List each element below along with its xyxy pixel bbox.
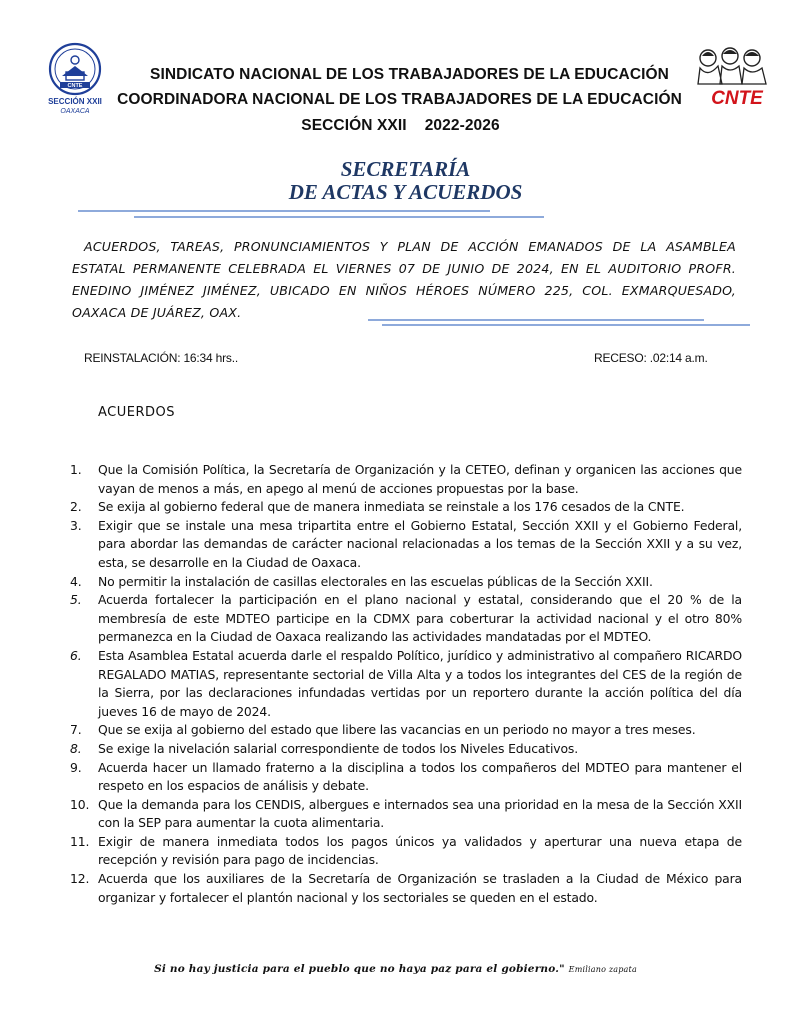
agreement-text: Se exige la nivelación salarial correspondiente de todos los Niveles Educativos. [98,740,579,756]
agreement-text: Que la Comisión Política, la Secretaría de Organización y la CETEO, definan y organicen las acciones que vayan de menos a más, en apego al menú de acciones propuestas por la base. [98,462,742,496]
agreement-number: 7. [70,722,82,738]
agreement-item [70,833,742,870]
agreement-item [70,517,742,573]
section-label: SECCIÓN XXII [301,117,407,134]
assembly-agreement-title [72,236,736,324]
title-divider-upper [78,210,490,212]
footer-quote [0,963,791,975]
title-divider-lower [134,216,544,218]
coordinadora-name: COORDINADORA NACIONAL DE LOS TRABAJADORES DE LA EDUCACIÓN [117,91,682,108]
logo-section-text: SECCIÓN XXII [48,97,102,106]
agreement-item [70,647,742,721]
agreement-item [70,591,742,647]
agreement-number: 3. [70,517,82,533]
agreement-item [70,870,742,907]
section-period-line [0,117,791,135]
quote-author: Emiliano zapata [568,965,637,974]
cnte-logo-text: CNTE [711,88,763,106]
agreement-number: 10. [70,796,90,812]
agreement-text: Exigir de manera inmediata todos los pagos únicos ya validados y aperturar una nueva etapa de recepción y revisión para pago de incidencias. [98,833,742,868]
agreement-text: Acuerda fortalecer la participación en el plano nacional y estatal, considerando que el 20 % de la membresía de este MDTEO participe en la CDMX para coberturar la actividad nacional y el otro 80% permanezca en la Ciudad de Oaxaca realizando las actividades mandatadas por el MDTEO. [98,592,742,645]
intro-divider-upper [368,319,704,321]
agreement-item [70,573,742,592]
reinstatement-time: REINSTALACIÓN: 16:34 hrs.. [84,351,238,365]
agreement-text: Que la demanda para los CENDIS, albergues e internados sea una prioridad en la mesa de la Sección XXII con la SEP para aumentar la cuota alimentaria. [98,796,742,831]
agreement-text: Que se exija al gobierno del estado que libere las vacancias en un periodo no mayor a tres meses. [98,722,696,738]
agreement-text: Se exija al gobierno federal que de manera inmediata se reinstale a los 176 cesados de la CNTE. [98,499,685,515]
agreement-number: 9. [70,759,82,775]
agreement-item [70,796,742,833]
agreement-number: 8. [70,740,82,756]
agreement-item [70,461,742,498]
agreement-item [70,740,742,759]
agreement-text: Acuerda hacer un llamado fraterno a la disciplina a todos los compañeros del MDTEO para mantener el respeto en los espacios de análisis y debate. [98,759,742,794]
recess-time: RECESO: .02:14 a.m. [594,351,708,365]
agreement-text: Exigir que se instale una mesa tripartita entre el Gobierno Estatal, Sección XXII y el Gobierno Federal, para abordar las demandas de carácter nacional relacionadas a los temas de la Sección XXII y a su vez, esta, se desarrolle en la Ciudad de Oaxaca. [98,517,742,570]
secretaria-subtitle: DE ACTAS Y ACUERDOS [288,180,523,204]
agreement-text: Esta Asamblea Estatal acuerda darle el respaldo Político, jurídico y administrativo al compañero RICARDO REGALADO MATIAS, representante sectorial de Villa Alta y a todos los integrantes del CES de la región de la Sierra, por las declaraciones infundadas vertidas por un reportero durante la acción política del día jueves 16 de mayo de 2024. [98,647,742,719]
agreement-number: 6. [70,647,82,663]
agreement-item [70,498,742,517]
agreement-number: 5. [70,592,82,608]
intro-divider-lower [382,324,750,326]
period-label: 2022-2026 [424,117,500,134]
secretaria-title: SECRETARÍA [340,157,471,181]
agreement-text: No permitir la instalación de casillas electorales en las escuelas públicas de la Sección XXII. [98,573,653,589]
agreement-number: 11. [70,833,90,849]
quote-text: Si no hay justicia para el pueblo que no haya paz para el gobierno." [154,963,565,975]
agreements-heading: ACUERDOS [98,405,175,420]
agreements-list [70,461,742,907]
agreement-number: 12. [70,871,90,887]
assembly-agreement-text: ACUERDOS, TAREAS, PRONUNCIAMIENTOS Y PLAN DE ACCIÓN EMANADOS DE LA ASAMBLEA ESTATAL PERMANENTE CELEBRADA EL VIERNES 07 DE JUNIO DE 2024, EN EL AUDITORIO PROFR. ENEDINO JIMÉNEZ JIMÉNEZ, UBICADO EN NIÑOS HÉROES NÚMERO 225, COL. EXMARQUESADO, OAXACA DE JUÁREZ, OAX. [72,239,736,320]
agreement-number: 2. [70,499,82,515]
union-name: SINDICATO NACIONAL DE LOS TRABAJADORES DE LA EDUCACIÓN [150,66,669,83]
agreement-number: 1. [70,462,82,477]
agreement-text: Acuerda que los auxiliares de la Secretaría de Organización se trasladen a la Ciudad de México para organizar y fortalecer el plantón nacional y los sectoriales se queden en el estado. [98,871,742,905]
logo-oaxaca-text: OAXACA [60,108,90,115]
agreement-item [70,721,742,740]
logo-badge-text: CNTE [67,83,83,89]
agreement-number: 4. [70,573,82,589]
agreement-item [70,759,742,796]
